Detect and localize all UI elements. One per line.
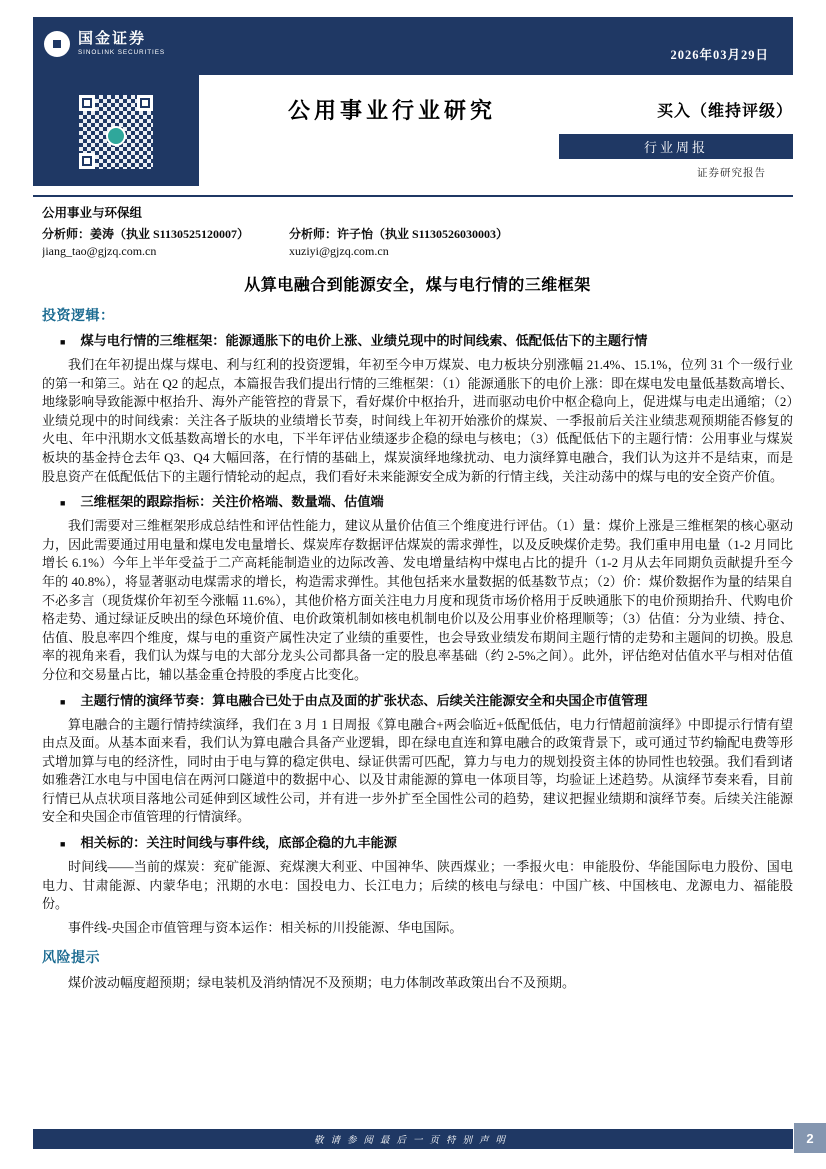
qr-code: [79, 95, 153, 169]
bullet-item: [60, 332, 793, 351]
bullet-square-icon: ■: [60, 337, 66, 347]
page-number: 2: [794, 1123, 826, 1153]
analyst-block: [42, 226, 289, 260]
analyst-group-name: 公用事业与环保组: [42, 206, 143, 220]
report-category-title: 公用事业行业研究: [287, 98, 496, 123]
analyst-section: [42, 205, 793, 260]
brand-panel: [33, 17, 199, 186]
bullet-item: [60, 692, 793, 711]
risk-text: 煤价波动幅度超预期；绿电装机及消纳情况不及预期；电力体制改革政策出台不及预期。: [68, 975, 576, 991]
paragraph: 我们在年初提出煤与煤电、利与红利的投资逻辑，年初至今申万煤炭、电力板块分别涨幅 21.4%、15.1%，位列 31 个一级行业的第一和第三。站在 Q2 的起点，本篇报告我们提出行情的三维框架：（1）能源通胀下的电价上涨：即在煤电发电量低基数高增长、地缘影响导致能源中枢抬升、海外产能管控的背景下，看好煤价中枢抬升，进而驱动电价中枢企稳向上，促进煤与电走出通缩；（2）业绩兑现中的时间线索：关注各子版块的业绩增长节奏，时间线上年初开始涨价的煤炭、一季报前后关注业绩悲观预期能否修复的火电、年中汛期水文低基数高增长的水电，下半年评估业绩逐步企稳的绿电与核电；（3）低配低估下的主题行情：公用事业与煤炭板块的基金持仓去年 Q3、Q4 大幅回落，在行情的基础上，煤炭演绎地缘扰动、电力演绎算电融合，我们认为这并不是结束，而是股息资产在低配低估下的主题行情轮动的起点，我们看好未来能源安全成为新的行情主线，关注动荡中的煤与电的安全资产价值。: [42, 357, 793, 484]
analyst-name-line: 分析师：许子怡（执业 S1130526030003）: [289, 227, 509, 241]
document-title: 从算电融合到能源安全，煤与电行情的三维框架: [244, 277, 591, 294]
paragraph: 算电融合的主题行情持续演绎，我们在 3 月 1 日周报《算电融合+两会临近+低配低估，电力行情超前演绎》中即提示行情有望由点及面。从基本面来看，我们认为算电融合具备产业逻辑，即在绿电直连和算电融合的政策背景下，或可通过节约输配电费等形式增加算与电的经济性，同时由于电与算的稳定供电、绿证供需可匹配，算力与电力的规划投资主体的协同性也较强。我们看到诸如雅砻江水电与中国电信在两河口隧道中的数据中心、以及甘肃能源的算电一体项目等，均验证上述趋势。从演绎节奏来看，目前行情已从点状项目落地公司延伸到区域性公司，并有进一步外扩至全国性公司的趋势，建议把握业绩期和演绎节奏。后续关注能源安全和央国企市值管理的行情演绎。: [42, 716, 793, 825]
paragraph: 事件线-央国企市值管理与资本运作：相关标的川投能源、华电国际。: [68, 919, 463, 935]
brand-name: 国金证券: [78, 31, 147, 47]
report-kind-label: 行业周报: [643, 140, 708, 155]
brand-logo-icon: [43, 30, 71, 58]
header-divider: [33, 195, 793, 197]
analyst-email: jiang_tao@gjzq.com.cn: [42, 244, 157, 258]
report-body: [42, 205, 793, 998]
report-tag: 证券研究报告: [697, 168, 766, 179]
section-heading-investment-logic: 投资逻辑：: [42, 309, 115, 324]
footer-disclaimer: 敬请参阅最后一页特别声明: [313, 1136, 512, 1146]
footer-disclaimer-band: [33, 1129, 793, 1149]
section-heading-risk: 风险提示: [42, 951, 100, 967]
analyst-name-line: 分析师：姜涛（执业 S1130525120007）: [42, 227, 250, 241]
qr-center-badge-icon: [106, 126, 126, 146]
bullet-heading: 相关标的：关注时间线与事件线，底部企稳的九丰能源: [80, 835, 397, 851]
bullet-item: [60, 493, 793, 512]
bullet-square-icon: ■: [60, 839, 66, 850]
bullet-heading: 主题行情的演绎节奏：算电融合已处于由点及面的扩张状态、后续关注能源安全和央国企市值管理: [80, 692, 648, 708]
analyst-grid: [42, 226, 793, 260]
bullet-heading: 煤与电行情的三维框架：能源通胀下的电价上涨、业绩兑现中的时间线索、低配低估下的主题行情: [80, 333, 648, 348]
brand-subtitle: SINOLINK SECURITIES: [78, 49, 166, 56]
analyst-block: [289, 226, 508, 260]
bullet-square-icon: ■: [60, 498, 66, 509]
report-date: 2026年03月29日: [670, 48, 769, 62]
brand: [33, 17, 199, 58]
bullet-square-icon: ■: [60, 696, 66, 707]
date-band: [199, 17, 793, 75]
qr-finder-icon: [79, 95, 95, 111]
report-kind-band: [559, 134, 793, 159]
qr-finder-icon: [137, 95, 153, 111]
bullet-item: [60, 834, 793, 853]
rating-label: 买入（维持评级）: [656, 103, 793, 120]
analyst-email: xuziyi@gjzq.com.cn: [289, 244, 389, 258]
paragraph: 我们需要对三维框架形成总结性和评估性能力，建议从量价估值三个维度进行评估。（1）量：煤价上涨是三维框架的核心驱动力，因此需要通过用电量和煤电发电量增长、煤炭库存数据评估煤炭的需求弹性，以及反映煤价走势。我们重申用电量（1-2 月同比增长 6.1%）今年上半年受益于二产高耗能制造业的边际改善、发电增量结构中煤电占比的提升（1-2 月从去年同期负贡献提升至今年的 40.8%），将显著驱动电煤需求的增长，构造需求弹性。其他包括来水量数据的低基数节点；（2）价：煤价数据作为量的结果自不必多言（现货煤价年初至今涨幅 11.6%），其他价格方面关注电力月度和现货市场价格用于反映通胀下的电价预期抬升、代购电价格走势、通过绿证反映出的绿色环境价值、电价政策机制如核电机制电价以及公用事业价格理顺等；（3）估值：分为业绩、持仓、估值、股息率四个维度，煤与电的重资产属性决定了业绩的重要性，也会导致业绩发布期间主题行情的走势和主题间的切换。股息率的视角来看，我们认为煤与电的大部分龙头公司都具备一定的股息率基础（约 2-5%之间）。此外，评估绝对估值水平与相对估值分位和交易量占比，辅以基金重仓持股的季度占比变化。: [42, 518, 793, 682]
qr-finder-icon: [79, 153, 95, 169]
bullet-heading: 三维框架的跟踪指标：关注价格端、数量端、估值端: [80, 494, 384, 510]
paragraph: 时间线——当前的煤炭：兖矿能源、兖煤澳大利亚、中国神华、陕西煤业；一季报火电：申能股份、华能国际电力股份、国电电力、甘肃能源、内蒙华电；汛期的水电：国投电力、长江电力；后续的核电与绿电：中国广核、中国核电、龙源电力、福能股份。: [42, 859, 793, 912]
